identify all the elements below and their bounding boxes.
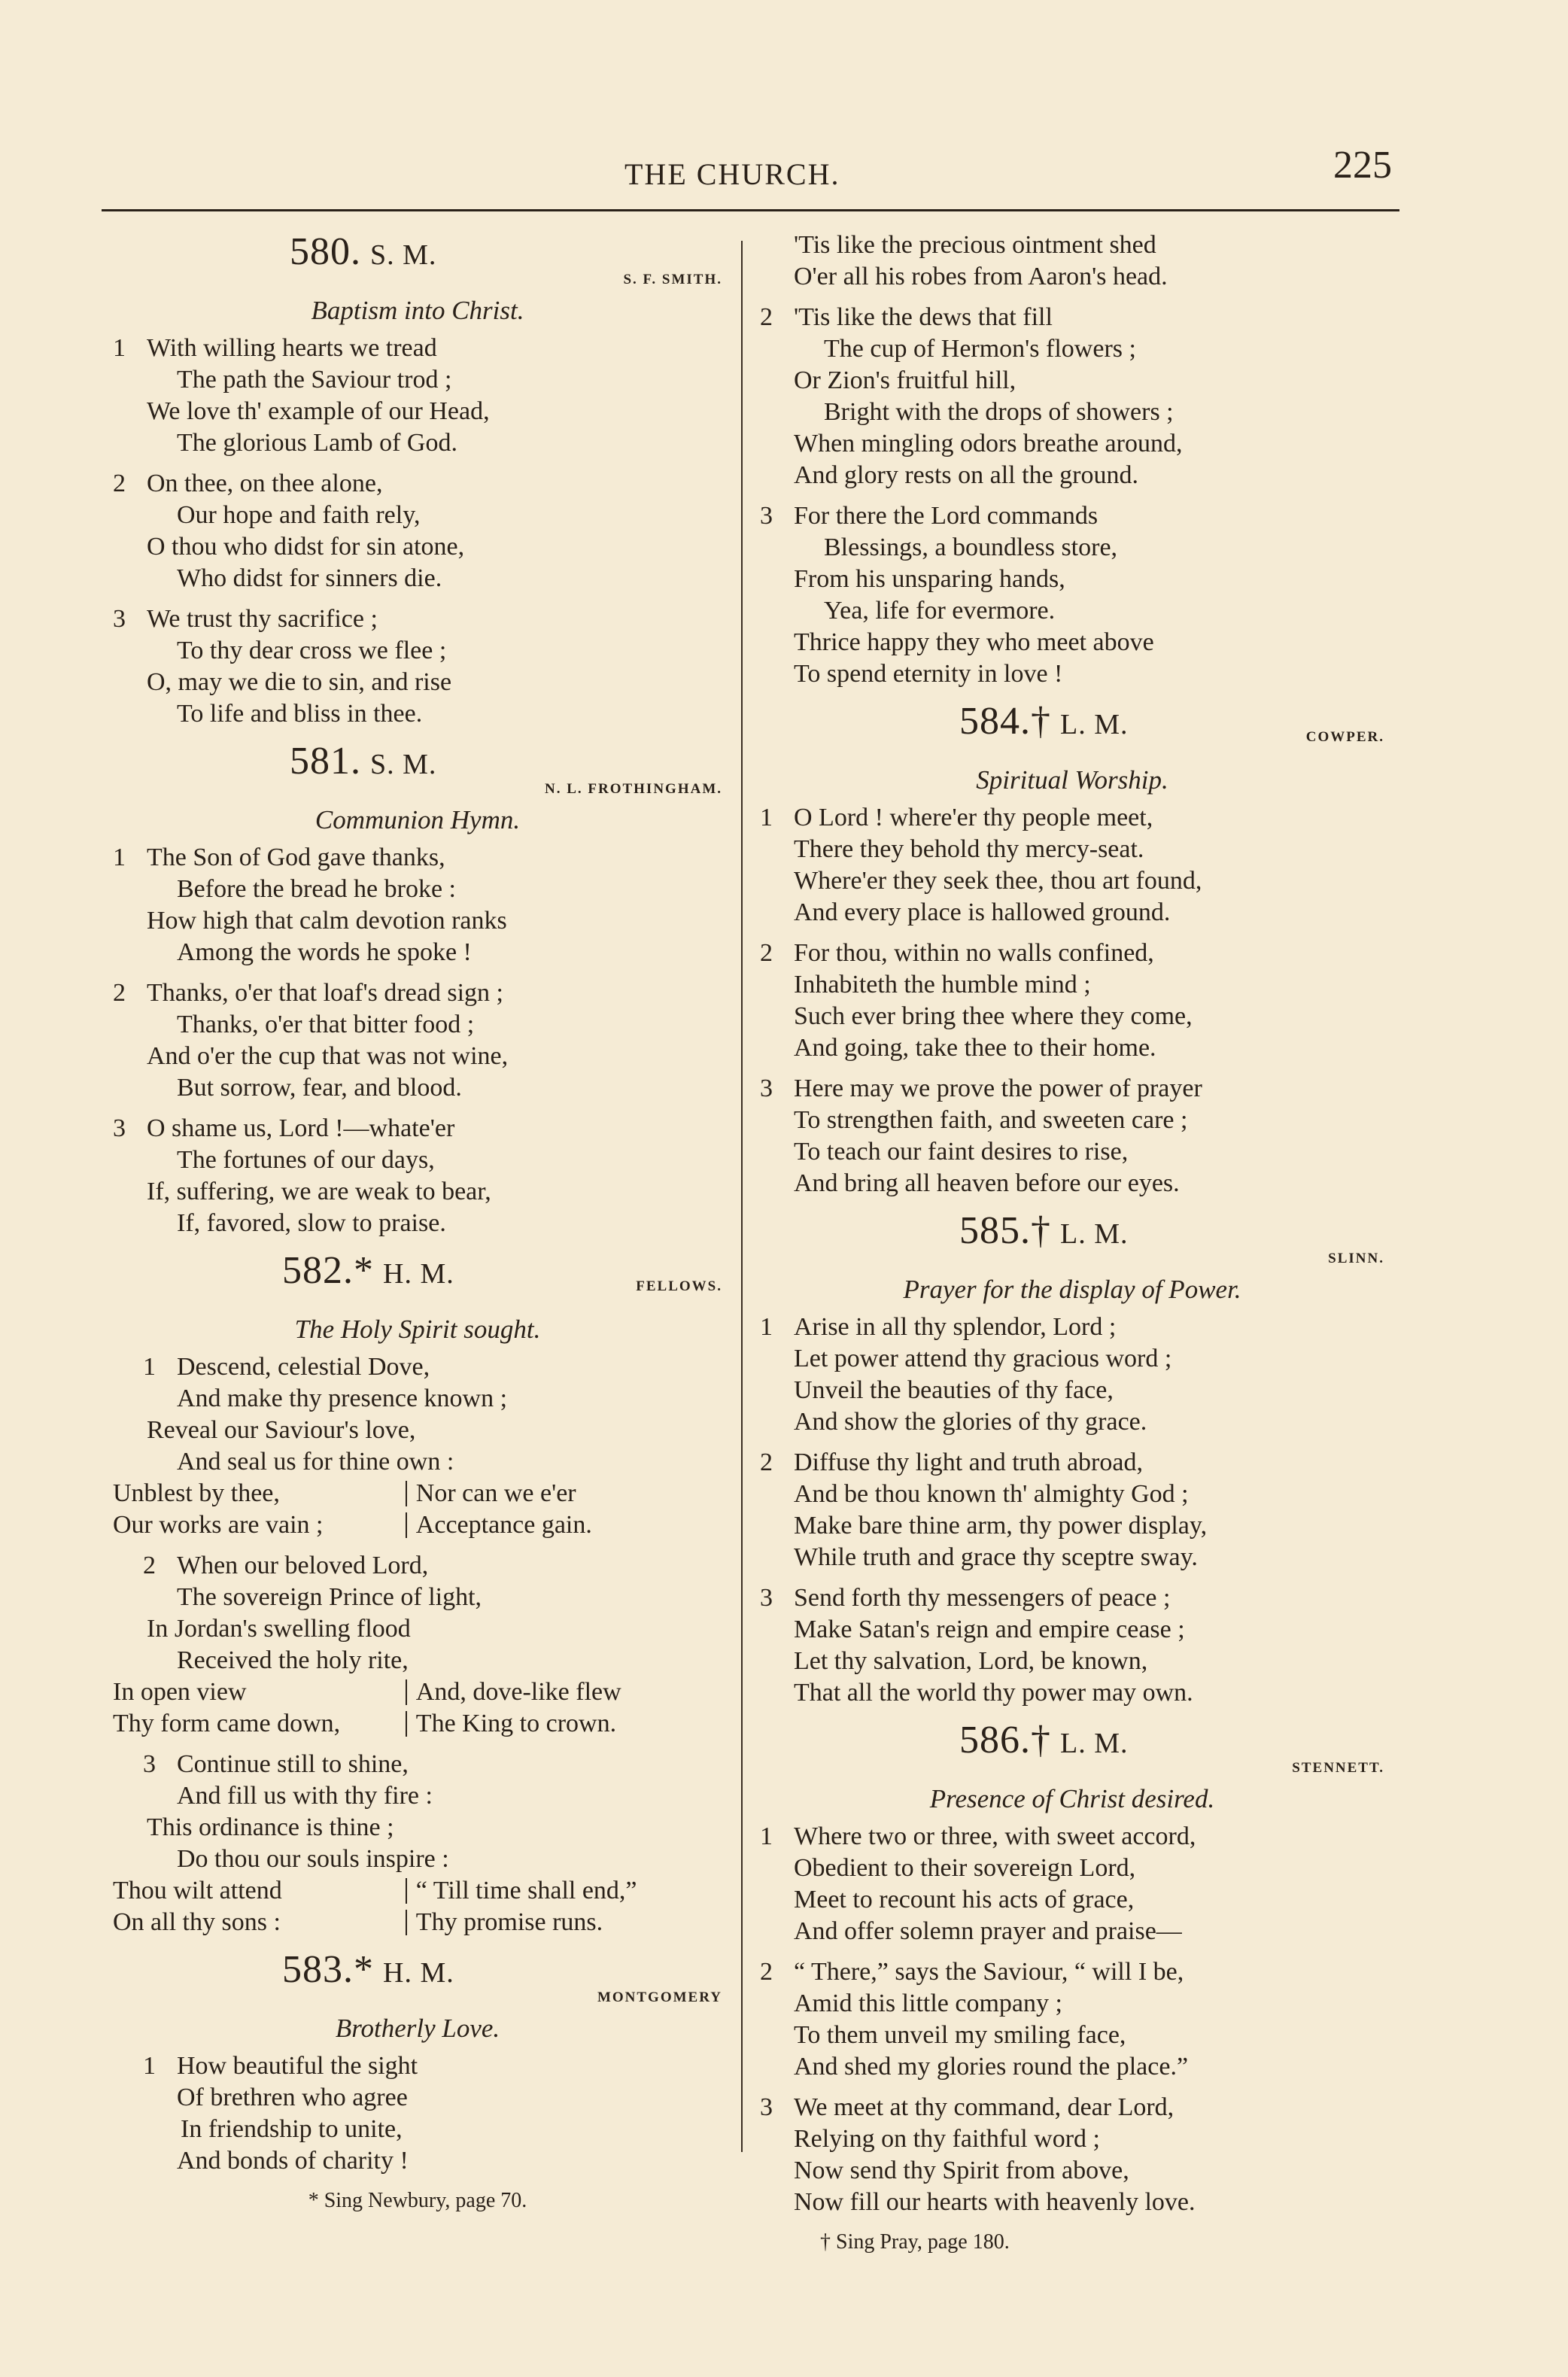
stanza [113, 333, 722, 459]
page-number: 225 [1333, 144, 1392, 187]
verse-line: Our works are vain ; [113, 1511, 324, 1539]
stanza [760, 302, 1384, 491]
split-line [113, 1676, 722, 1708]
hymn-number: 586.† L. M. [959, 1719, 1129, 1761]
verse-line: And going, take thee to their home. [794, 1034, 1156, 1062]
hymn-subtitle: Baptism into Christ. [311, 296, 524, 325]
verse-line: Reveal our Saviour's love, [147, 1416, 416, 1444]
hymn-number: 583.* H. M. [282, 1948, 454, 1991]
verse-line: Such ever bring thee where they come, [794, 1002, 1193, 1030]
verse-line [113, 1550, 722, 1582]
verse-line: Do thou our souls inspire : [177, 1845, 449, 1873]
verse-line: The fortunes of our days, [177, 1146, 435, 1174]
verse-line: And bonds of charity ! [177, 2147, 409, 2175]
hymn-582-stanzas [113, 1351, 722, 1938]
verse-line: And shed my glories round the place.” [794, 2053, 1189, 2081]
verse-line: Who didst for sinners die. [177, 564, 442, 592]
verse-line [113, 603, 722, 635]
hymn-580-heading [113, 229, 722, 286]
verse-line: “ There,” says the Saviour, “ will I be, [794, 1958, 1184, 1986]
verse-line [113, 468, 722, 500]
stanza [760, 1582, 1384, 1709]
stanza-number: 2 [760, 303, 773, 331]
verse-line: Relying on thy faithful word ; [794, 2125, 1101, 2153]
split-line [113, 1907, 722, 1938]
verse-line: The sovereign Prince of light, [177, 1583, 482, 1611]
stanza [760, 802, 1384, 929]
verse-line: While truth and grace thy sceptre sway. [794, 1543, 1198, 1571]
verse-line: Thy form came down, [113, 1710, 341, 1737]
hymn-subtitle: The Holy Spirit sought. [294, 1315, 541, 1344]
verse-line: Of brethren who agree [177, 2084, 408, 2111]
stanza [760, 938, 1384, 1064]
verse-line: For thou, within no walls confined, [794, 939, 1154, 967]
verse-line [113, 1351, 722, 1383]
hymn-author: FELLOWS. [636, 1278, 722, 1294]
verse-line: To strengthen faith, and sweeten care ; [794, 1106, 1188, 1134]
stanza-continued [760, 229, 1384, 293]
hymn-number: 584.† L. M. [959, 700, 1129, 743]
hymn-subtitle: Presence of Christ desired. [929, 1784, 1215, 1813]
verse-line: If, suffering, we are weak to bear, [147, 1178, 491, 1205]
split-line [113, 1478, 722, 1509]
verse-line: And offer solemn prayer and praise— [794, 1917, 1182, 1945]
verse-line: O, may we die to sin, and rise [147, 668, 452, 696]
verse-line: In friendship to unite, [181, 2115, 403, 2143]
stanza-number: 1 [143, 1353, 156, 1381]
hymn-585-heading [760, 1208, 1384, 1265]
verse-line: And o'er the cup that was not wine, [147, 1042, 509, 1070]
stanza [760, 1821, 1384, 1947]
verse-line: On thee, on thee alone, [147, 470, 383, 497]
verse-line: Thy promise runs. [415, 1908, 603, 1936]
verse-line: O thou who didst for sin atone, [147, 533, 465, 561]
verse-line [760, 1073, 1384, 1105]
stanza [113, 1749, 722, 1938]
verse-line: Thanks, o'er that bitter food ; [177, 1011, 475, 1038]
stanza-number: 3 [760, 2093, 773, 2121]
stanza-number: 1 [760, 804, 773, 831]
verse-line: Send forth thy messengers of peace ; [794, 1584, 1171, 1612]
verse-line: Thanks, o'er that loaf's dread sign ; [147, 979, 503, 1007]
verse-line: To them unveil my smiling face, [794, 2021, 1126, 2049]
verse-line: Unblest by thee, [113, 1479, 280, 1507]
hymn-584-heading [760, 699, 1384, 755]
verse-line: How beautiful the sight [177, 2052, 418, 2080]
verse-line: From his unsparing hands, [794, 565, 1065, 593]
hymn-author: SLINN. [1328, 1251, 1384, 1266]
stanza-number: 1 [760, 1313, 773, 1341]
verse-line: The Son of God gave thanks, [147, 844, 445, 871]
stanza [113, 1550, 722, 1740]
stanza-number: 1 [113, 844, 126, 871]
hymn-subtitle: Communion Hymn. [315, 805, 521, 834]
stanza [760, 1447, 1384, 1573]
running-title: THE CHURCH. [624, 157, 840, 191]
stanza-number: 2 [760, 1448, 773, 1476]
stanza [113, 603, 722, 730]
stanza-number: 2 [143, 1552, 156, 1579]
stanza-number: 1 [760, 1822, 773, 1850]
verse-line: O'er all his robes from Aaron's head. [794, 263, 1168, 290]
hymn-subtitle: Prayer for the display of Power. [903, 1275, 1241, 1304]
verse-line [760, 1582, 1384, 1614]
hymn-581-heading [113, 739, 722, 795]
stanza [113, 468, 722, 594]
verse-line: And make thy presence known ; [177, 1385, 508, 1412]
stanza-number: 3 [760, 1075, 773, 1102]
verse-line [760, 1447, 1384, 1479]
verse-line: Or Zion's fruitful hill, [794, 366, 1016, 394]
verse-line: Among the words he spoke ! [177, 938, 472, 966]
stanza-number: 1 [143, 2052, 156, 2080]
verse-line: Continue still to shine, [177, 1750, 409, 1778]
verse-line: This ordinance is thine ; [147, 1813, 394, 1841]
verse-line: The path the Saviour trod ; [177, 366, 452, 394]
verse-line [760, 802, 1384, 834]
verse-line [113, 2050, 722, 2082]
stanza-number: 2 [760, 939, 773, 967]
stanza [760, 1956, 1384, 2083]
stanza [113, 1113, 722, 1239]
verse-line: Blessings, a boundless store, [824, 533, 1118, 561]
verse-line: Let thy salvation, Lord, be known, [794, 1647, 1148, 1675]
verse-line [113, 1113, 722, 1144]
footnote: † Sing Pray, page 180. [820, 2230, 1010, 2254]
verse-line: Meet to recount his acts of grace, [794, 1886, 1135, 1913]
hymn-subtitle: Brotherly Love. [335, 2014, 500, 2043]
right-column [760, 229, 1384, 2254]
verse-line [406, 1481, 407, 1506]
verse-line: In open view [113, 1678, 247, 1706]
hymn-586-heading [760, 1718, 1384, 1774]
verse-line: Acceptance gain. [415, 1511, 592, 1539]
verse-line [113, 333, 722, 364]
verse-line: Now fill our hearts with heavenly love. [794, 2188, 1196, 2216]
verse-line: We trust thy sacrifice ; [147, 605, 378, 633]
verse-line [113, 842, 722, 874]
verse-line [760, 1956, 1384, 1988]
hymn-author: MONTGOMERY [597, 1989, 722, 2005]
verse-line: Bright with the drops of showers ; [824, 398, 1174, 426]
verse-line: The cup of Hermon's flowers ; [824, 335, 1136, 363]
stanza [760, 500, 1384, 690]
page-header [98, 143, 1407, 196]
stanza [113, 2050, 722, 2177]
stanza [760, 2092, 1384, 2218]
hymn-author: N. L. FROTHINGHAM. [544, 781, 722, 797]
verse-line: And, dove-like flew [415, 1678, 621, 1706]
verse-line: Where'er they seek thee, thou art found, [794, 867, 1202, 895]
verse-line [406, 1679, 407, 1705]
verse-line [760, 1312, 1384, 1343]
hymn-author: S. F. SMITH. [623, 272, 722, 287]
verse-line: O Lord ! where'er thy people meet, [794, 804, 1153, 831]
verse-line: Make Satan's reign and empire cease ; [794, 1616, 1185, 1643]
verse-line: And bring all heaven before our eyes. [794, 1169, 1180, 1197]
verse-line: Unveil the beauties of thy face, [794, 1376, 1114, 1404]
verse-line: Where two or three, with sweet accord, [794, 1822, 1196, 1850]
verse-line [760, 1821, 1384, 1853]
verse-line: Nor can we e'er [415, 1479, 576, 1507]
verse-line [113, 1749, 722, 1780]
verse-line [406, 1910, 407, 1935]
verse-line: Now send thy Spirit from above, [794, 2157, 1129, 2184]
verse-line: Yea, life for evermore. [824, 597, 1056, 625]
stanza-number: 1 [113, 334, 126, 362]
verse-line: The glorious Lamb of God. [177, 429, 457, 457]
hymn-author: COWPER. [1305, 729, 1384, 745]
verse-line: And fill us with thy fire : [177, 1782, 433, 1810]
stanza-number: 2 [113, 470, 126, 497]
verse-line [406, 1711, 407, 1737]
verse-line [760, 938, 1384, 969]
verse-line: Thou wilt attend [113, 1877, 282, 1904]
hymn-number: 582.* H. M. [282, 1249, 454, 1292]
header-rule [102, 209, 1399, 211]
verse-line: Before the bread he broke : [177, 875, 456, 903]
verse-line: And glory rests on all the ground. [794, 461, 1138, 489]
stanza-number: 3 [113, 605, 126, 633]
stanza-number: 2 [760, 1958, 773, 1986]
verse-line: Diffuse thy light and truth abroad, [794, 1448, 1143, 1476]
verse-line [406, 1512, 407, 1538]
stanza [113, 1351, 722, 1541]
verse-line: “ Till time shall end,” [415, 1877, 637, 1904]
verse-line: And show the glories of thy grace. [794, 1408, 1147, 1436]
verse-line: For there the Lord commands [794, 502, 1099, 530]
verse-line: The King to crown. [415, 1710, 617, 1737]
left-column [113, 229, 722, 2213]
verse-line [760, 500, 1384, 532]
verse-line: If, favored, slow to praise. [177, 1209, 446, 1237]
verse-line: Make bare thine arm, thy power display, [794, 1512, 1208, 1540]
hymn-582-heading [113, 1248, 722, 1305]
stanza [760, 1312, 1384, 1438]
verse-line [760, 2092, 1384, 2123]
verse-line: Arise in all thy splendor, Lord ; [794, 1313, 1117, 1341]
hymn-581-stanzas [113, 842, 722, 1239]
verse-line: But sorrow, fear, and blood. [177, 1074, 462, 1102]
verse-line: To teach our faint desires to rise, [794, 1138, 1129, 1166]
split-line [113, 1509, 722, 1541]
verse-line: That all the world thy power may own. [794, 1679, 1193, 1707]
verse-line: Received the holy rite, [177, 1646, 409, 1674]
verse-line: With willing hearts we tread [147, 334, 437, 362]
verse-line [406, 1878, 407, 1904]
verse-line: Obedient to their sovereign Lord, [794, 1854, 1136, 1882]
verse-line: When mingling odors breathe around, [794, 430, 1183, 457]
stanza-number: 3 [143, 1750, 156, 1778]
split-line [113, 1875, 722, 1907]
stanza-number: 3 [760, 502, 773, 530]
verse-line: Descend, celestial Dove, [177, 1353, 430, 1381]
stanza [760, 1073, 1384, 1199]
verse-line: And be thou known th' almighty God ; [794, 1480, 1189, 1508]
verse-line: Our hope and faith rely, [177, 501, 421, 529]
verse-line: O shame us, Lord !—whate'er [147, 1114, 455, 1142]
verse-line: And every place is hallowed ground. [794, 898, 1171, 926]
stanza [113, 977, 722, 1104]
footnote: * Sing Newbury, page 70. [308, 2189, 527, 2212]
verse-line [760, 302, 1384, 333]
verse-line: There they behold thy mercy-seat. [794, 835, 1144, 863]
verse-line: We love th' example of our Head, [147, 397, 490, 425]
hymn-number: 580. S. M. [290, 230, 437, 273]
verse-line: To thy dear cross we flee ; [177, 637, 447, 664]
verse-line: Let power attend thy gracious word ; [794, 1345, 1172, 1372]
verse-line: Thrice happy they who meet above [794, 628, 1154, 656]
hymn-subtitle: Spiritual Worship. [976, 765, 1168, 795]
split-line [113, 1708, 722, 1740]
hymn-number: 585.† L. M. [959, 1209, 1129, 1252]
verse-line: Amid this little company ; [794, 1989, 1062, 2017]
stanza-number: 3 [760, 1584, 773, 1612]
verse-line: When our beloved Lord, [177, 1552, 429, 1579]
verse-line: We meet at thy command, dear Lord, [794, 2093, 1174, 2121]
verse-line: In Jordan's swelling flood [147, 1615, 411, 1643]
verse-line: How high that calm devotion ranks [147, 907, 507, 935]
stanza-number: 2 [113, 979, 126, 1007]
stanza [113, 842, 722, 968]
column-separator [741, 241, 743, 2152]
hymn-580-stanzas [113, 333, 722, 730]
verse-line: Inhabiteth the humble mind ; [794, 971, 1091, 999]
hymn-number: 581. S. M. [290, 740, 437, 783]
verse-line [113, 977, 722, 1009]
verse-line: Here may we prove the power of prayer [794, 1075, 1202, 1102]
verse-line: And seal us for thine own : [177, 1448, 454, 1476]
verse-line: To spend eternity in love ! [794, 660, 1063, 688]
hymn-583-heading [113, 1947, 722, 2004]
verse-line: 'Tis like the precious ointment shed [794, 231, 1156, 259]
verse-line: On all thy sons : [113, 1908, 281, 1936]
stanza-number: 3 [113, 1114, 126, 1142]
hymn-author: STENNETT. [1292, 1760, 1384, 1776]
verse-line: 'Tis like the dews that fill [794, 303, 1053, 331]
verse-line: To life and bliss in thee. [177, 700, 423, 728]
